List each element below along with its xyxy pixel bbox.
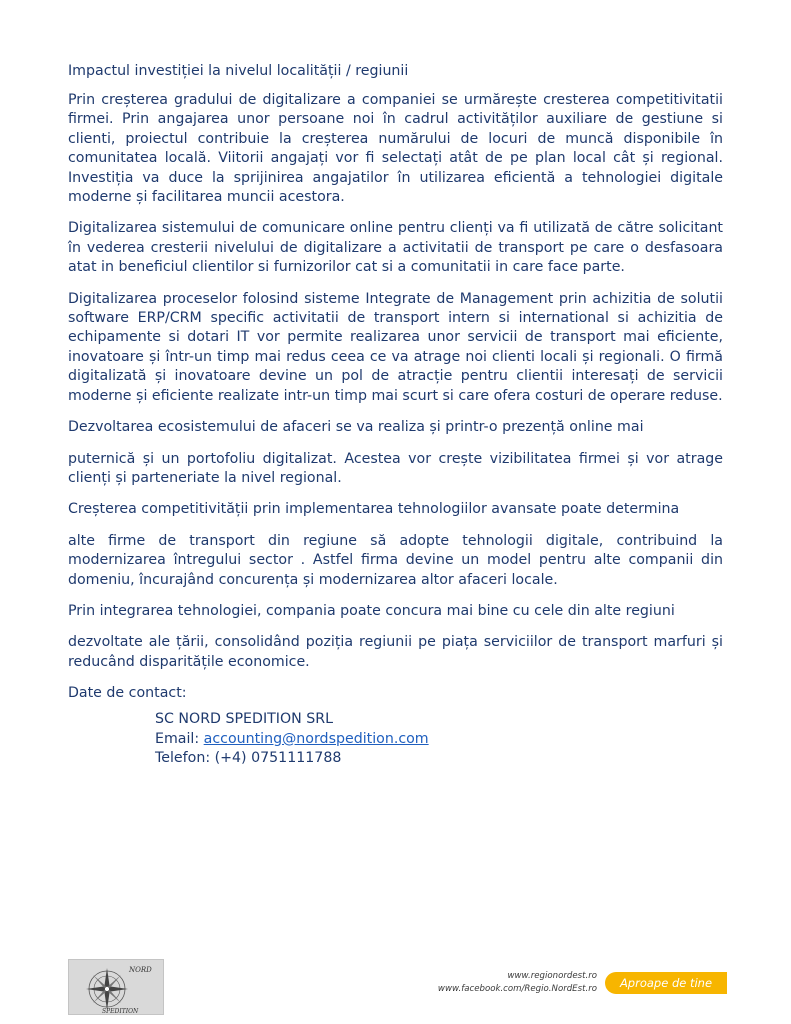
company-logo <box>68 959 164 1015</box>
paragraph-6: Creșterea competitivității prin implementarea tehnologiilor avansate poate determina <box>68 501 680 518</box>
contact-phone: Telefon: (+4) 0751111788 <box>155 749 342 766</box>
paragraph-2: Digitalizarea sistemului de comunicare online pentru clienți va fi utilizată de către solicitant în vederea cresterii nivelului de digitalizare a activitatii de transport pe care o desfasoara atat in beneficiul clientilor si furnizorilor cat si a comunitatii in care face parte. <box>68 220 723 276</box>
logo-text-top: NORD <box>129 966 152 974</box>
slogan-badge: Aproape de tine <box>605 972 727 994</box>
paragraph-1: Prin creșterea gradului de digitalizare a companiei se urmărește cresterea competitivitatii firmei. Prin angajarea unor persoane noi în cadrul activităților auxiliare de gestiune si clienti, proiectul contribuie la creșterea numărului de locuri de muncă disponibile în comunitatea locală. Viitorii angajați vor fi selectați atât de pe plan local cât și regional. Investiția va duce la sprijinirea angajatilor în utilizarea eficientă a tehnologiei digitale moderne și facilitarea muncii acestora. <box>68 92 723 206</box>
compass-rose-icon <box>69 960 165 1016</box>
contact-email-label: Email: <box>155 730 204 747</box>
contact-label: Date de contact: <box>68 685 187 702</box>
footer-website-link[interactable]: www.regionordest.ro <box>507 971 597 981</box>
paragraph-4: Dezvoltarea ecosistemului de afaceri se va realiza și printr-o prezență online mai <box>68 419 644 436</box>
section-heading: Impactul investiției la nivelul localității / regiunii <box>68 63 409 79</box>
contact-company: SC NORD SPEDITION SRL <box>155 711 334 728</box>
logo-text-bottom: SPEDITION <box>102 1008 139 1015</box>
contact-email-link[interactable]: accounting@nordspedition.com <box>203 730 429 747</box>
document-body <box>68 62 723 768</box>
contact-block <box>155 710 723 768</box>
paragraph-7: alte firme de transport din regiune să adopte tehnologii digitale, contribuind la modernizarea întregului sector . Astfel firma devine un model pentru alte companii din domeniu, încurajând concurența și modernizarea altor afaceri locale. <box>68 532 723 588</box>
paragraph-9: dezvoltate ale țării, consolidând poziția regiunii pe piața serviciilor de transport marfuri și reducând disparitățile economice. <box>68 634 723 670</box>
footer-facebook-link[interactable]: www.facebook.com/Regio.NordEst.ro <box>437 984 597 994</box>
paragraph-3: Digitalizarea proceselor folosind sisteme Integrate de Management prin achizitia de solutii software ERP/CRM specific activitatii de transport intern si international si achizitia de echipamente si dotari IT vor permite realizarea unor servicii de transport mai eficiente, inovatoare și într-un timp mai redus ceea ce va atrage noi clienti locali și regionali. O firmă digitalizată și inovatoare devine un pol de atracție pentru clientii interesați de servicii moderne și eficiente realizate intr-un timp mai scurt si care ofera costuri de operare reduse. <box>68 290 723 404</box>
contact-email-line <box>155 730 723 749</box>
footer-links <box>438 970 597 996</box>
paragraph-5: puternică și un portofoliu digitalizat. Acestea vor crește vizibilitatea firmei și vor atrage clienți și parteneriate la nivel regional. <box>68 450 723 486</box>
paragraph-8: Prin integrarea tehnologiei, compania poate concura mai bine cu cele din alte regiuni <box>68 602 675 619</box>
